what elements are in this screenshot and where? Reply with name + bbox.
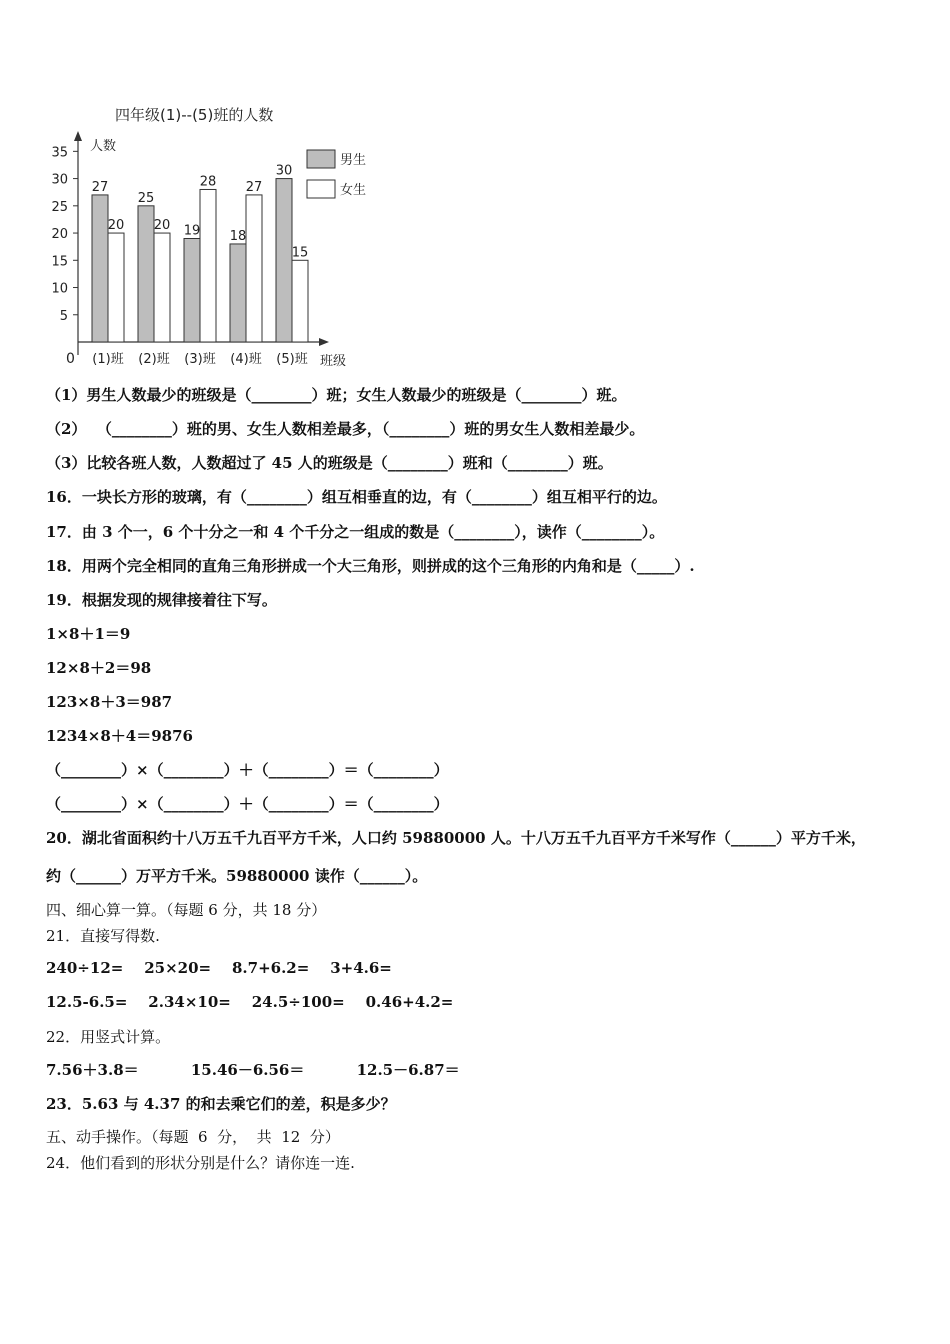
y-tick-label: 15 <box>51 254 68 270</box>
bar-girls <box>246 195 262 342</box>
legend-label-boys: 男生 <box>340 153 367 168</box>
question-24: 24．他们看到的形状分别是什么？请你连一连. <box>46 1154 355 1172</box>
y-tick-label: 20 <box>51 227 68 243</box>
q21-line-1: 240÷12= 25×20= 8.7+6.2= 3+4.6= <box>46 959 392 977</box>
section-5-heading: 五、动手操作。（每题 6 分， 共 12 分） <box>46 1128 340 1146</box>
legend-swatch-boys <box>307 150 335 168</box>
bar-value-label: 28 <box>199 174 217 190</box>
bar-boys <box>184 239 200 343</box>
x-axis-label: 班级 <box>320 354 347 369</box>
bar-value-label: 27 <box>245 179 263 195</box>
question-22: 22．用竖式计算。 <box>46 1028 171 1046</box>
question-17: 17．由 3 个一，6 个十分之一和 4 个千分之一组成的数是（________），读作（________）。 <box>46 523 665 541</box>
bar-value-label: 27 <box>91 179 109 195</box>
question-16: 16．一块长方形的玻璃，有（________）组互相垂直的边，有（________）组互相平行的边。 <box>46 488 667 506</box>
bar-boys <box>276 179 292 342</box>
q22-line-1: 7.56＋3.8＝ 15.46－6.56＝ 12.5－6.87＝ <box>46 1061 460 1079</box>
x-category-label: (3)班 <box>184 352 216 367</box>
question-19: 19．根据发现的规律接着往下写。 <box>46 591 277 609</box>
q19-blank-line-1: （________）×（________）＋（________）＝（________） <box>46 761 449 779</box>
legend-swatch-girls <box>307 180 335 198</box>
q19-pattern-line-2: 12×8＋2＝98 <box>46 659 152 677</box>
bar-boys <box>92 195 108 342</box>
y-tick-label: 30 <box>51 172 68 188</box>
bar-girls <box>154 233 170 342</box>
origin-label: 0 <box>66 351 75 367</box>
y-axis-label: 人数 <box>90 139 117 154</box>
x-axis-arrow <box>319 338 329 346</box>
y-tick-label: 35 <box>51 145 68 161</box>
bar-value-label: 19 <box>183 223 201 239</box>
class-population-bar-chart <box>40 95 370 375</box>
bar-boys <box>230 244 246 342</box>
q19-pattern-line-1: 1×8＋1＝9 <box>46 625 131 643</box>
question-15-part-3: （3）比较各班人数，人数超过了 45 人的班级是（________）班和（________）班。 <box>46 454 613 472</box>
question-20-part-a: 20．湖北省面积约十八万五千九百平方千米，人口约 59880000 人。十八万五千九百平方千米写作（______）平方千米， <box>46 829 866 847</box>
question-15-part-2: （2） （________）班的男、女生人数相差最多，（________）班的男女生人数相差最少。 <box>46 420 645 438</box>
q19-pattern-line-3: 123×8＋3＝987 <box>46 693 173 711</box>
section-4-heading: 四、细心算一算。（每题 6 分，共 18 分） <box>46 901 327 919</box>
x-category-label: (2)班 <box>138 352 170 367</box>
bar-value-label: 20 <box>153 218 171 234</box>
q21-line-2: 12.5-6.5= 2.34×10= 24.5÷100= 0.46+4.2= <box>46 993 454 1011</box>
y-tick-label: 25 <box>51 199 68 215</box>
bar-value-label: 30 <box>275 163 293 179</box>
chart-title: 四年级(1)--(5)班的人数 <box>115 106 274 124</box>
bar-value-label: 20 <box>107 218 125 234</box>
bar-girls <box>292 260 308 342</box>
q19-blank-line-2: （________）×（________）＋（________）＝（________） <box>46 795 449 813</box>
legend-label-girls: 女生 <box>340 183 367 198</box>
bar-value-label: 15 <box>291 245 309 261</box>
question-21: 21．直接写得数. <box>46 927 160 945</box>
question-23: 23．5.63 与 4.37 的和去乘它们的差，积是多少？ <box>46 1095 396 1113</box>
q19-pattern-line-4: 1234×8＋4＝9876 <box>46 727 193 745</box>
question-20-part-b: 约（______）万平方千米。59880000 读作（______）。 <box>46 867 428 885</box>
y-axis-arrow <box>74 131 82 141</box>
bar-value-label: 25 <box>137 190 155 206</box>
question-15-part-1: （1）男生人数最少的班级是（________）班；女生人数最少的班级是（________）班。 <box>46 386 627 404</box>
y-tick-label: 5 <box>59 308 68 324</box>
x-category-label: (1)班 <box>92 352 124 367</box>
bar-girls <box>108 233 124 342</box>
bar-boys <box>138 206 154 342</box>
x-category-label: (5)班 <box>276 352 308 367</box>
y-tick-label: 10 <box>51 281 68 297</box>
x-category-label: (4)班 <box>230 352 262 367</box>
bar-value-label: 18 <box>229 228 247 244</box>
question-18: 18．用两个完全相同的直角三角形拼成一个大三角形，则拼成的这个三角形的内角和是（_____）. <box>46 557 695 575</box>
bar-girls <box>200 189 216 342</box>
